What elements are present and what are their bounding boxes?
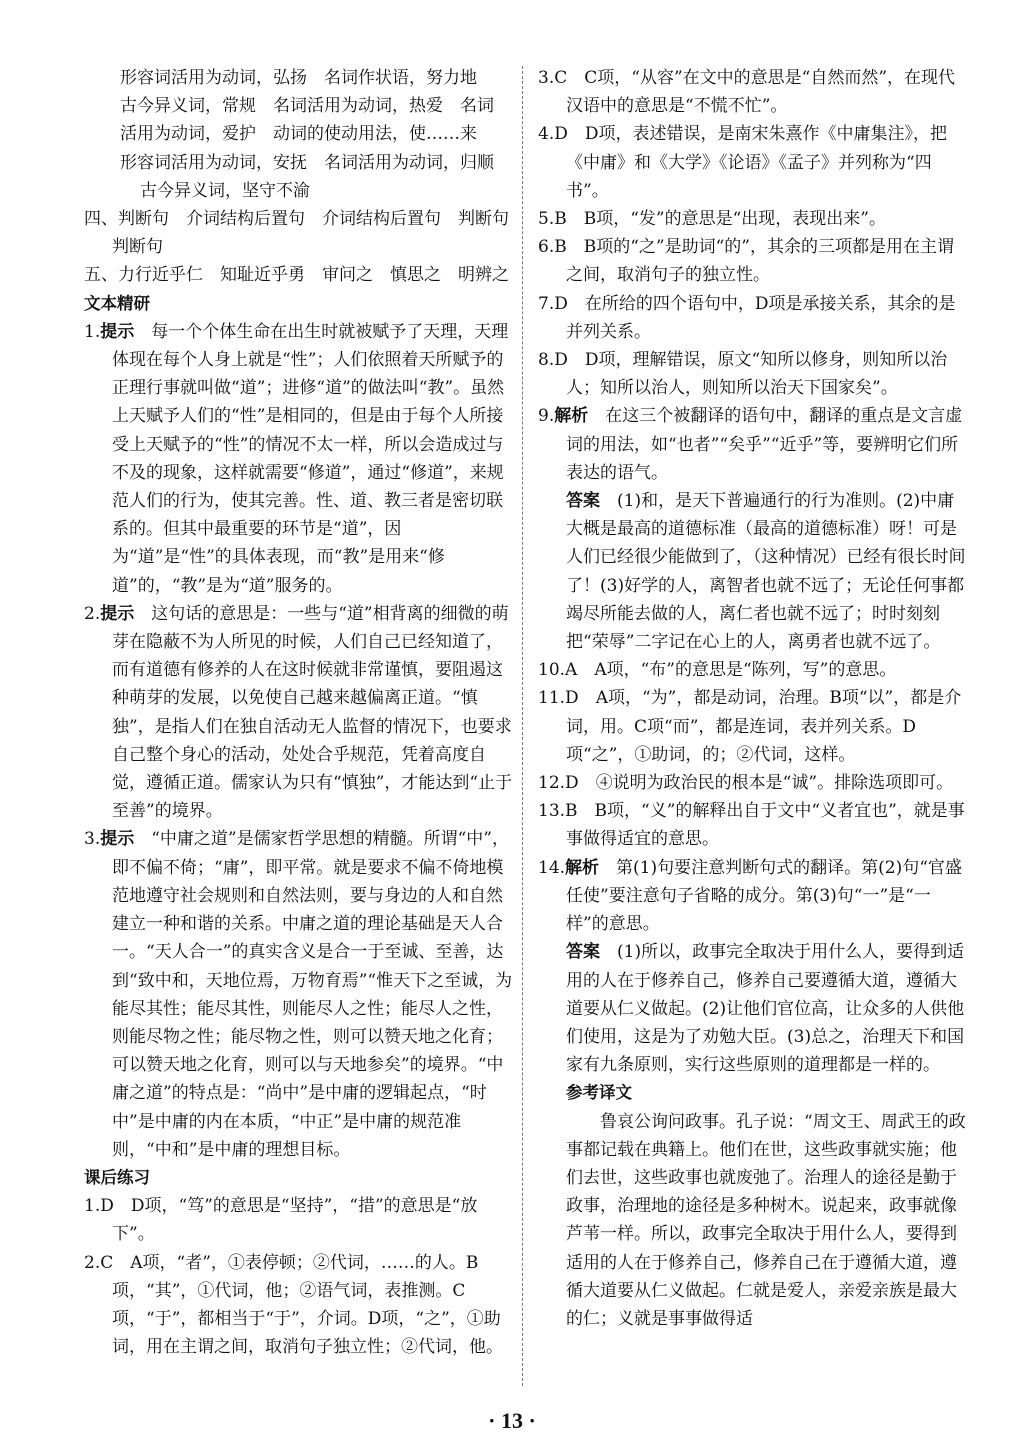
answer-letter: D xyxy=(554,124,568,145)
answer-letter: B xyxy=(554,237,567,258)
question-2 xyxy=(84,600,514,826)
hint-label: 提示 xyxy=(100,603,135,624)
question-number: 6. xyxy=(538,237,555,258)
exercise-5 xyxy=(538,205,968,233)
hint-text: 这句话的意思是：一些与“道”相背离的细微的萌芽在隐蔽不为人所见的时候，人们自己已经知道了，而有道德有修养的人在这时候就非常谨慎，要阻遏这种萌芽的发展，以免使自己越来越偏离正道。“慎独”，是指人们在独自活动无人监督的情况下，也要求自己整个身心的活动，处处合乎规范，凭着高度自觉，遵循正道。儒家认为只有“慎独”，才能达到“止于至善”的境界。 xyxy=(112,603,513,822)
section-heading-text-study: 文本精研 xyxy=(84,293,150,313)
exercise-13 xyxy=(538,797,968,853)
answer-block-grammar xyxy=(84,64,514,205)
question-number: 3. xyxy=(538,68,555,88)
reference-translation-text: 鲁哀公询问政事。孔子说：“周文王、周武王的政事都记载在典籍上。他们在世，这些政事就实施；他们去世，这些政事也就废弛了。治理人的途径是勤于政事，治理地的途径是多种树木。说起来，政事就像芦苇一样。所以，政事完全取决于用什么人，要得到适用的人在于修养自己，修养自己在于遵循大道，遵循大道要从仁义做起。仁就是爱人，亲爱亲族是最大的仁；义就是事事做得适 xyxy=(566,1111,966,1329)
answer-letter: D xyxy=(554,293,568,314)
item-five: 五、力行近乎仁 知耻近乎勇 审问之 慎思之 明辨之 xyxy=(84,265,509,286)
explanation: B项，“义”的解释出自于文中“义者宜也”，就是事事做得适宜的意思。 xyxy=(566,801,965,850)
question-number: 5. xyxy=(538,209,555,230)
exercise-2 xyxy=(84,1249,514,1362)
question-number: 3. xyxy=(84,829,101,850)
question-number: 11. xyxy=(538,688,566,709)
page-number: · 13 · xyxy=(488,1408,536,1433)
explanation: B项，“发”的意思是“出现，表现出来”。 xyxy=(583,209,886,230)
question-number: 8. xyxy=(538,350,555,371)
column-divider xyxy=(522,66,523,1386)
hint-text: “中庸之道”是儒家哲学思想的精髓。所谓“中”，即不偏不倚；“庸”，即平常。就是要求不偏不倚地模范地遵守社会规则和自然法则，要与身边的人和自然建立一种和谐的关系。中庸之道的理论基础是天人合一。“天人合一”的真实含义是合一于至诚、至善，达到“致中和，天地位焉，万物育焉”“惟天下之至诚，为能尽其性；能尽其性，则能尽人之性；能尽人之性，则能尽物之性；能尽物之性，则可以赞天地之化育；可以赞天地之化育，则可以与天地参矣”的境界。“中庸之道”的特点是：“尚中”是中庸的逻辑起点，“时中”是中庸的内在本质，“中正”是中庸的规范准则，“中和”是中庸的理想目标。 xyxy=(112,829,513,1160)
exercise-11 xyxy=(538,684,968,769)
section-heading-exercises: 课后练习 xyxy=(84,1167,150,1187)
text-line: 古今异义词，常规 名词活用为动词，热爱 名词 xyxy=(120,96,494,117)
explanation: B项的“之”是助词“的”，其余的三项都是用在主谓之间，取消句子的独立性。 xyxy=(566,237,954,286)
question-number: 13. xyxy=(538,801,566,822)
explanation: A项，“者”，①表停顿；②代词，……的人。B项，“其”，①代词，他；②语气词，表推测。C项，“于”，都相当于“于”，介词。D项，“之”，①助词，用在主谓之间，取消句子独立性；②代词，他。 xyxy=(112,1252,503,1358)
explanation: C项，“从容”在文中的意思是“自然而然”，在现代汉语中的意思是“不慌不忙”。 xyxy=(566,68,956,117)
hint-label: 提示 xyxy=(100,321,135,342)
explanation: 在所给的四个语句中，D项是承接关系，其余的是并列关系。 xyxy=(566,293,956,342)
answer-letter: A xyxy=(565,660,578,681)
right-column xyxy=(538,64,968,1333)
answer-label: 答案 xyxy=(566,942,600,963)
question-number: 12. xyxy=(538,773,566,794)
answer-letter: D xyxy=(100,1196,114,1217)
answer-letter: D xyxy=(565,688,579,709)
text-line: 活用为动词，爱护 动词的使动用法，使……来 xyxy=(120,124,477,145)
question-number: 2. xyxy=(84,1252,101,1273)
question-number: 1. xyxy=(84,1196,101,1217)
exercise-12 xyxy=(538,769,968,797)
answer-letter: C xyxy=(100,1252,114,1273)
exercise-4 xyxy=(538,120,968,205)
answer-letter: D xyxy=(554,350,568,371)
exercise-8 xyxy=(538,346,968,402)
hint-text: 每一个个体生命在出生时就被赋予了天理，天理体现在每个人身上就是“性”；人们依照着天所赋予的正理行事就叫做“道”；进修“道”的做法叫“教”。虽然上天赋予人们的“性”是相同的，但是由于每个人所接受上天赋予的“性”的情况不太一样，所以会造成过与不及的现象，这样就需要“修道”，通过“修道”，来规范人们的行为，使其完善。性、道、教三者是密切联系的。但其中最重要的环节是“道”，因为“道”是“性”的具体表现，而“教”是用来“修道”的，“教”是为“道”服务的。 xyxy=(112,321,509,596)
question-number: 1. xyxy=(84,321,101,342)
exercise-10 xyxy=(538,656,968,684)
answer-letter: D xyxy=(565,773,579,794)
item-four: 四、判断句 介词结构后置句 介词结构后置句 判断句 判断句 xyxy=(84,209,526,258)
answer-letter: C xyxy=(554,68,568,88)
explanation: A项，“为”，都是动词，治理。B项“以”，都是介词，用。C项“而”，都是连词，表并列关系。D项“之”，①助词，的；②代词，这样。 xyxy=(566,688,962,765)
explanation: A项，“布”的意思是“陈列，写”的意思。 xyxy=(594,660,897,681)
exercise-14 xyxy=(538,854,968,1080)
exercise-3 xyxy=(538,64,968,120)
exercise-6 xyxy=(538,233,968,289)
answer-letter: B xyxy=(565,801,578,822)
answer-letter: B xyxy=(554,209,567,230)
question-number: 4. xyxy=(538,124,555,145)
explanation: D项，理解错误，原文“知所以修身，则知所以治人；知所以治人，则知所以治天下国家矣”。 xyxy=(566,350,948,399)
question-number: 14. xyxy=(538,857,566,878)
analysis-text: 第(1)句要注意判断句式的翻译。第(2)句“官盛任使”要注意句子省略的成分。第(3)句“一”是“一样”的意思。 xyxy=(566,857,962,935)
explanation: D项，表述错误，是南宋朱熹作《中庸集注》，把《中庸》和《大学》《论语》《孟子》并列称为“四书”。 xyxy=(566,124,948,201)
question-number: 7. xyxy=(538,293,555,314)
analysis-label: 解析 xyxy=(554,406,589,427)
text-line: 古今异义词，坚守不渝 xyxy=(140,180,310,201)
text-line: 形容词活用为动词，安抚 名词活用为动词，归顺 xyxy=(120,152,494,173)
question-1 xyxy=(84,318,514,600)
hint-label: 提示 xyxy=(100,829,135,850)
analysis-text: 在这三个被翻译的语句中，翻译的重点是文言虚词的用法，如“也者”“矣乎”“近乎”等，要辨明它们所表达的语气。 xyxy=(566,406,963,483)
exercise-7 xyxy=(538,290,968,346)
question-number: 9. xyxy=(538,406,555,427)
analysis-label: 解析 xyxy=(565,857,600,878)
exercise-1 xyxy=(84,1192,514,1248)
left-column xyxy=(84,64,526,1361)
explanation: D项，“笃”的意思是“坚持”，“措”的意思是“放下”。 xyxy=(112,1196,478,1245)
exercise-9 xyxy=(538,402,968,656)
answer-text: (1)和，是天下普遍通行的行为准则。(2)中庸大概是最高的道德标准（最高的道德标准）呀！可是人们已经很少能做到了，（这种情况）已经有很长时间了！(3)好学的人，离智者也就不远了；无论任何事都竭尽所能去做的人，离仁者也就不远了；时时刻刻把“荣辱”二字记在心上的人，离勇者也就不远了。 xyxy=(566,491,966,653)
question-number: 10. xyxy=(538,660,566,681)
text-line: 形容词活用为动词，弘扬 名词作状语，努力地 xyxy=(120,68,477,88)
question-3 xyxy=(84,825,514,1163)
reference-translation-heading: 参考译文 xyxy=(566,1083,632,1103)
answer-label: 答案 xyxy=(566,491,600,512)
question-number: 2. xyxy=(84,603,101,624)
explanation: ④说明为政治民的根本是“诚”。排除选项即可。 xyxy=(595,773,954,794)
answer-text: (1)所以，政事完全取决于用什么人，要得到适用的人在于修养自己，修养自己要遵循大道，遵循大道要从仁义做起。(2)让他们官位高，让众多的人供他们使用，这是为了劝勉大臣。(3)总之，治理天下和国家有九条原则，实行这些原则的道理都是一样的。 xyxy=(566,942,965,1076)
